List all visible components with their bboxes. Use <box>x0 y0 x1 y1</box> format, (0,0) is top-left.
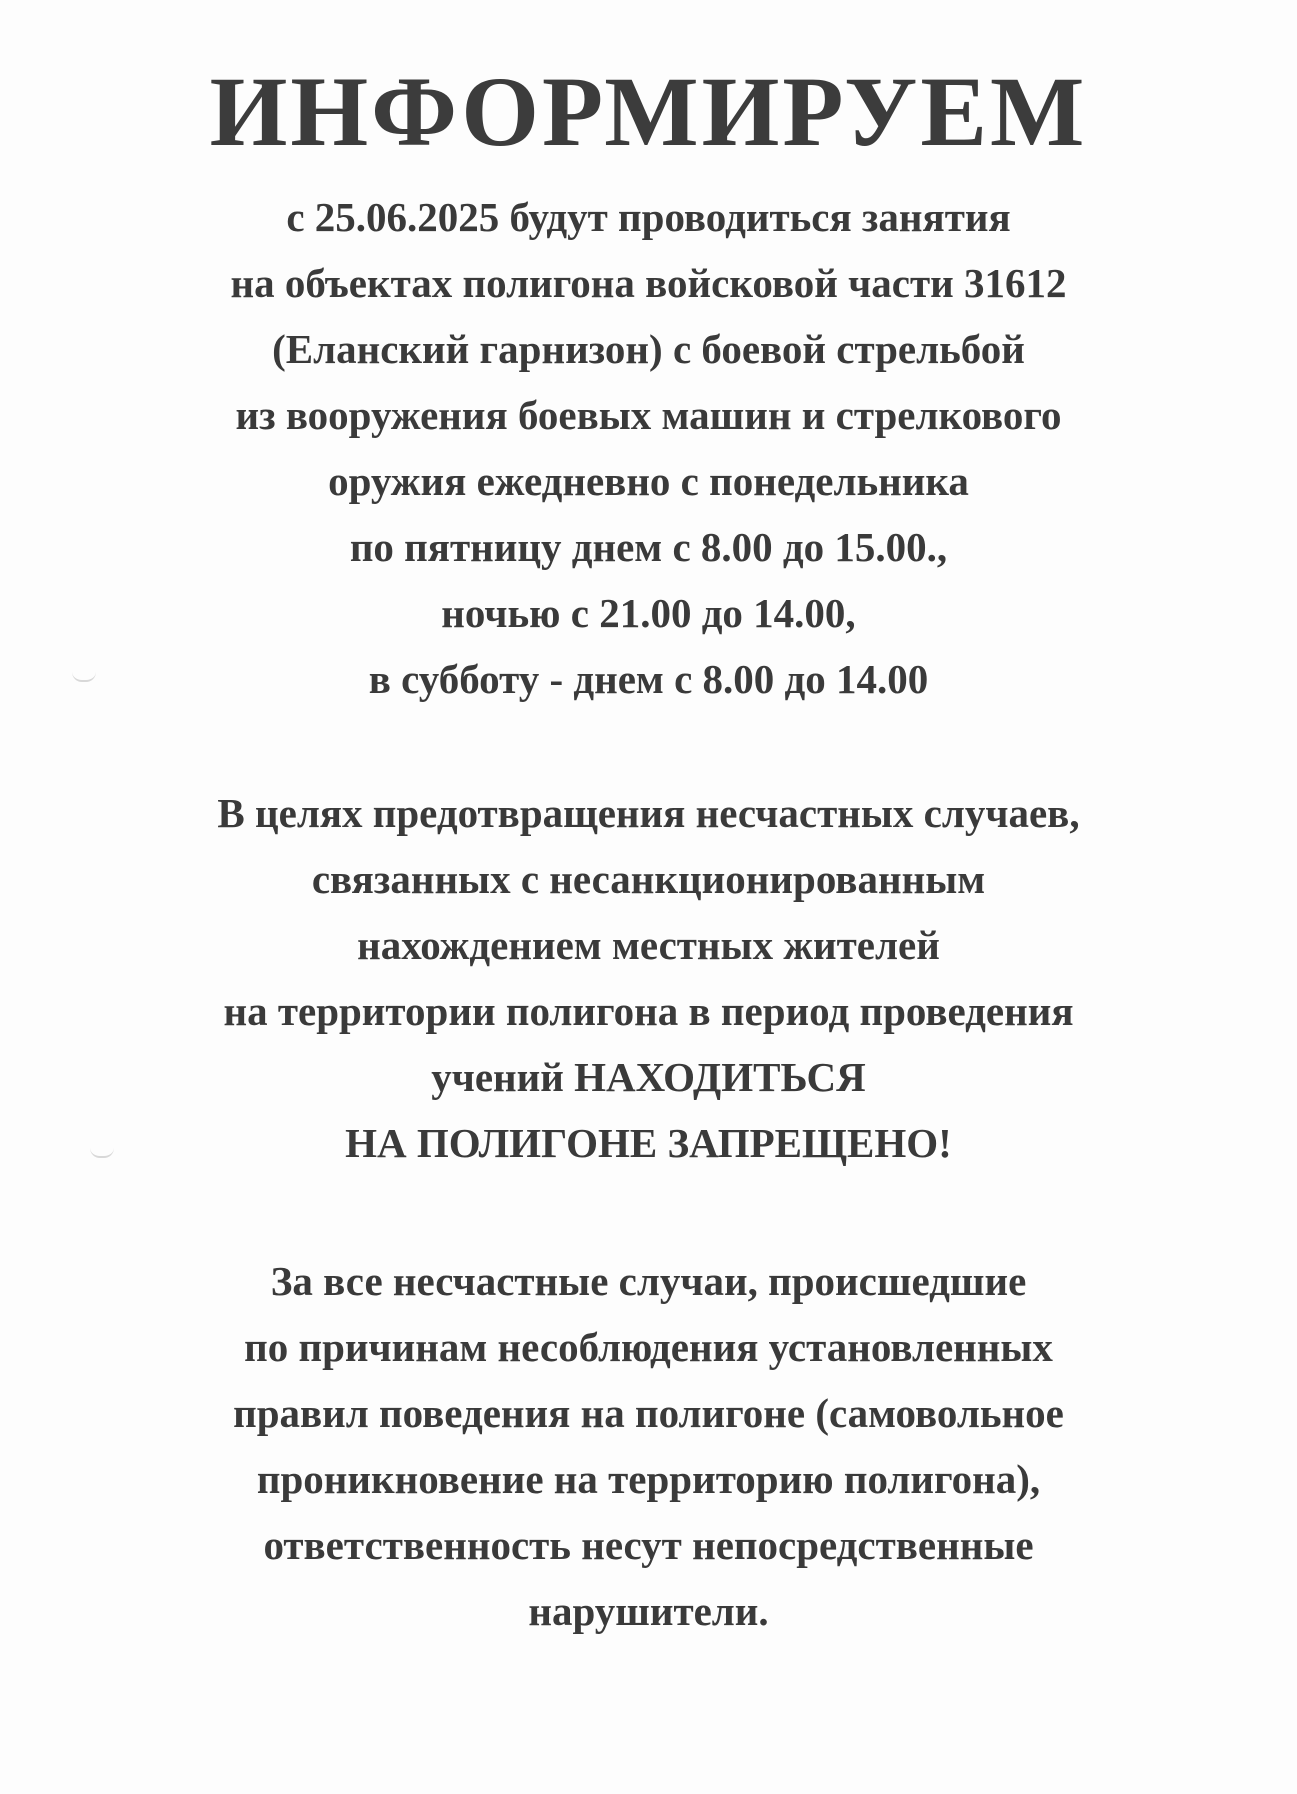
warning-paragraph <box>0 780 1297 1176</box>
notice-title: ИНФОРМИРУЕМ <box>209 56 1088 167</box>
liability-line: ответственность несут непосредственные <box>263 1522 1034 1568</box>
liability-line: нарушители. <box>528 1588 769 1634</box>
schedule-line: по пятницу днем с 8.00 до 15.00., <box>349 524 948 570</box>
warning-line: В целях предотвращения несчастных случаев, <box>217 790 1080 836</box>
warning-line: связанных с несанкционированным <box>311 856 986 902</box>
schedule-line: на объектах полигона войсковой части 31612 <box>230 260 1067 306</box>
schedule-line: из вооружения боевых машин и стрелкового <box>235 392 1062 438</box>
schedule-line: оружия ежедневно с понедельника <box>328 458 969 504</box>
warning-line: на территории полигона в период проведения <box>223 988 1074 1034</box>
warning-line: нахождением местных жителей <box>357 922 940 968</box>
warning-line: НА ПОЛИГОНЕ ЗАПРЕЩЕНО! <box>345 1120 952 1166</box>
schedule-paragraph <box>0 184 1297 712</box>
schedule-line: с 25.06.2025 будут проводиться занятия <box>286 194 1011 240</box>
warning-line: учений НАХОДИТЬСЯ <box>431 1054 866 1100</box>
schedule-line: ночью с 21.00 до 14.00, <box>441 590 856 636</box>
liability-line: правил поведения на полигоне (самовольное <box>233 1390 1064 1436</box>
schedule-line: в субботу - днем с 8.00 до 14.00 <box>368 656 929 702</box>
schedule-line: (Еланский гарнизон) с боевой стрельбой <box>272 326 1025 372</box>
liability-line: проникновение на территорию полигона), <box>256 1456 1041 1502</box>
liability-line: по причинам несоблюдения установленных <box>244 1324 1053 1370</box>
liability-line: За все несчастные случаи, происшедшие <box>270 1258 1027 1304</box>
liability-paragraph <box>0 1248 1297 1644</box>
